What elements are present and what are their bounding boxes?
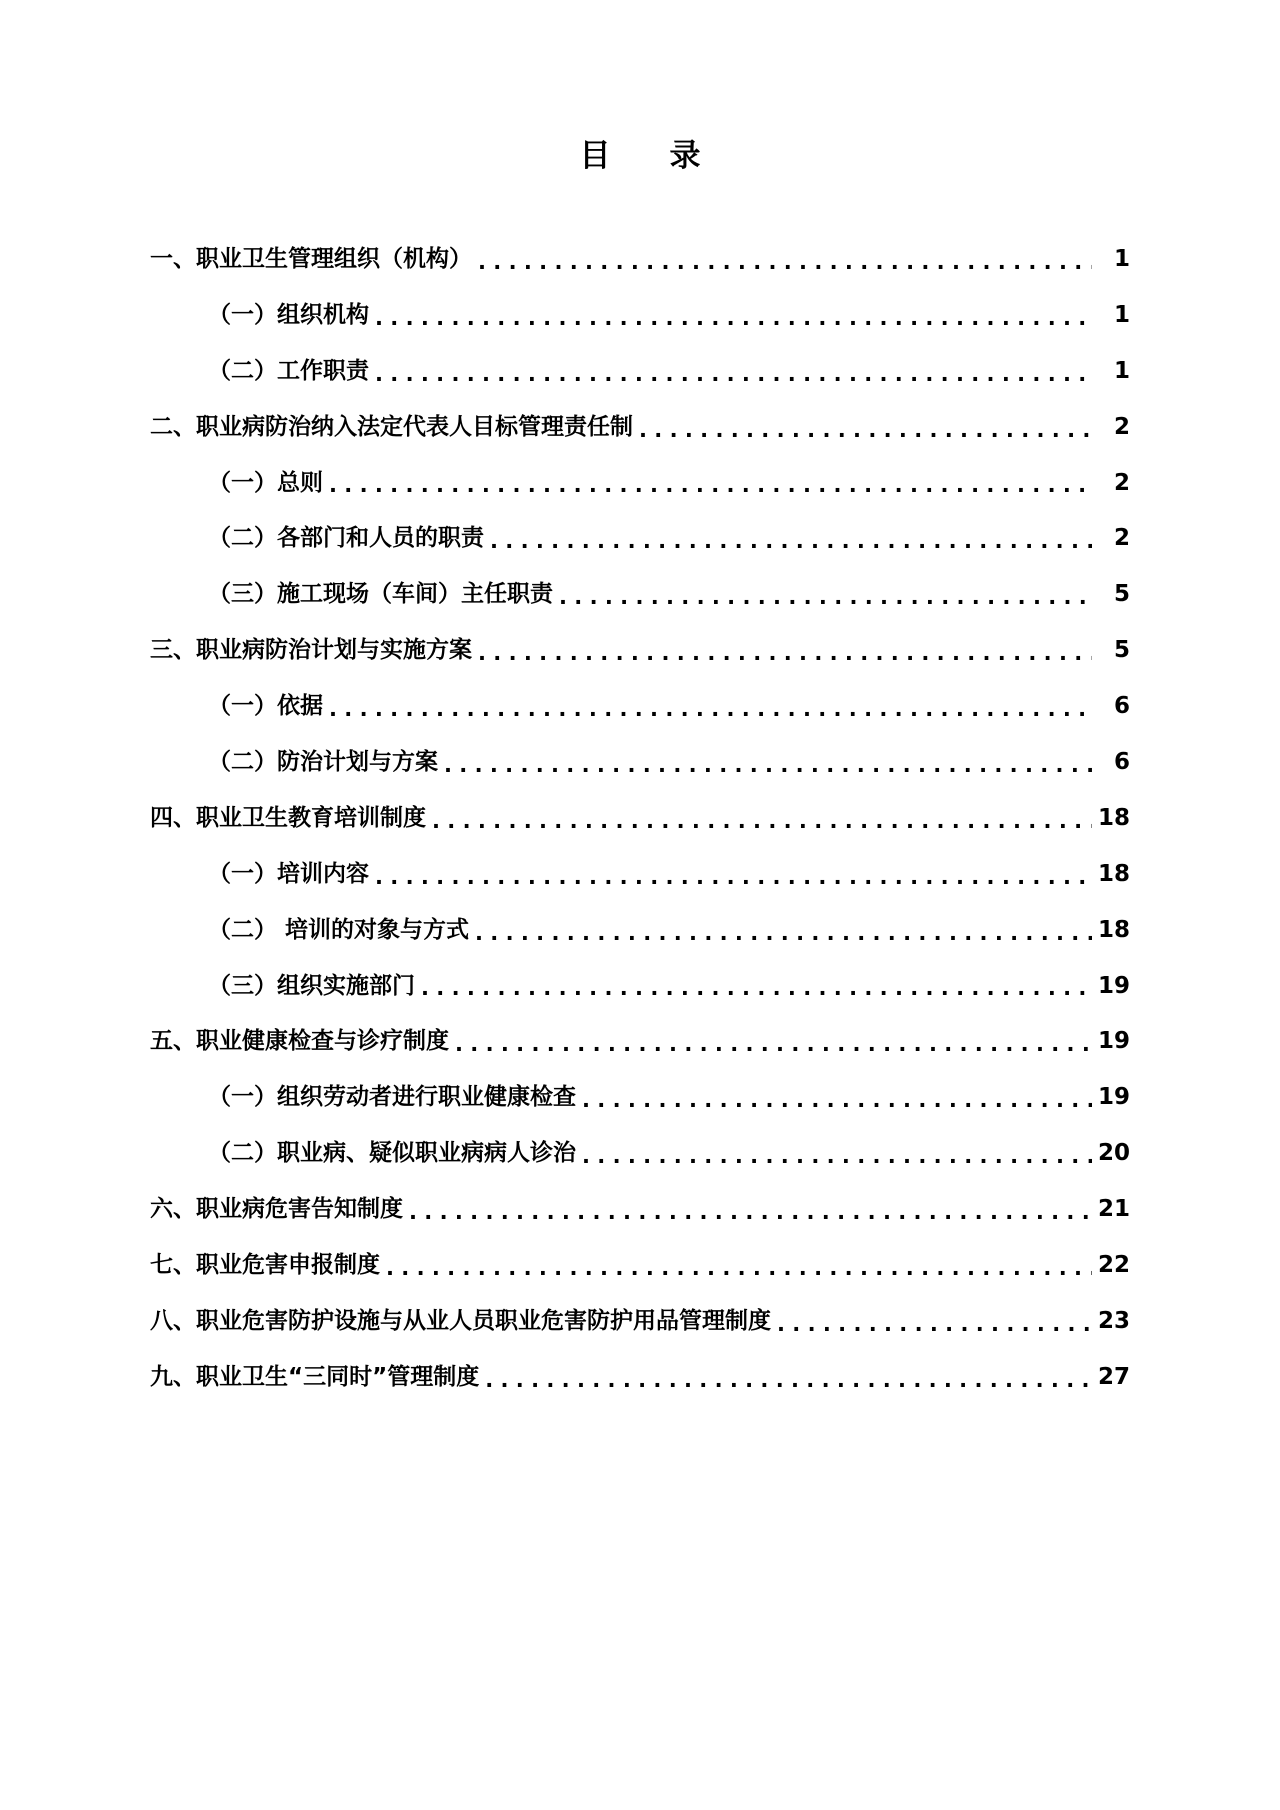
toc-entry[interactable]	[150, 1083, 1130, 1113]
toc-entry-page-number: 2	[1113, 469, 1130, 496]
toc-entry-page-number: 1	[1113, 301, 1130, 328]
toc-entry-label: 七、职业危害申报制度	[150, 1252, 380, 1279]
toc-entry-label: （二）职业病、疑似职业病病人诊治	[208, 1140, 576, 1167]
toc-entry[interactable]	[150, 636, 1130, 666]
toc-entry-page-number: 2	[1113, 413, 1130, 440]
toc-leader-dots	[455, 1032, 1092, 1055]
toc-entry[interactable]	[150, 301, 1130, 331]
toc-leader-dots	[478, 250, 1092, 273]
toc-entry-page-number: 6	[1113, 693, 1130, 720]
toc-entry[interactable]	[150, 1027, 1130, 1057]
toc-entry-label: （一）总则	[208, 469, 323, 496]
toc-entry[interactable]	[150, 357, 1130, 387]
toc-entry-page-number: 1	[1113, 246, 1130, 272]
toc-entry-label: 一、职业卫生管理组织（机构）	[150, 246, 472, 272]
toc-entry-page-number: 22	[1097, 1252, 1130, 1279]
toc-entry-label: 九、职业卫生“三同时”管理制度	[150, 1363, 480, 1390]
toc-entry-label: （二）各部门和人员的职责	[208, 525, 484, 552]
toc-entry[interactable]	[150, 804, 1130, 834]
toc-entry-label: （二） 培训的对象与方式	[208, 916, 470, 943]
toc-entry-page-number: 5	[1113, 581, 1130, 608]
page-title: 目 录	[579, 138, 715, 174]
toc-entry-label: （三）组织实施部门	[208, 972, 415, 999]
toc-leader-dots	[375, 306, 1092, 329]
toc-entry-page-number: 6	[1113, 749, 1130, 776]
toc-leader-dots	[375, 865, 1092, 888]
toc-entry-label: （一）组织机构	[208, 301, 369, 328]
toc-entry-page-number: 19	[1097, 1084, 1130, 1111]
toc-entry-page-number: 5	[1113, 637, 1130, 664]
toc-entry[interactable]	[150, 972, 1130, 1002]
toc-entry-page-number: 19	[1097, 1028, 1130, 1055]
toc-leader-dots	[490, 529, 1092, 552]
toc-leader-dots	[386, 1256, 1092, 1279]
toc-entry[interactable]	[150, 1251, 1130, 1281]
toc-entry-page-number: 23	[1097, 1307, 1130, 1334]
toc-entry-label: 四、职业卫生教育培训制度	[150, 804, 426, 831]
toc-entry[interactable]	[150, 245, 1130, 275]
toc-leader-dots	[421, 976, 1092, 999]
toc-leader-dots	[329, 697, 1092, 720]
toc-leader-dots	[582, 1144, 1092, 1167]
toc-entry-label: （一）培训内容	[208, 860, 369, 887]
toc-entry-page-number: 18	[1097, 804, 1130, 831]
toc-leader-dots	[559, 585, 1092, 608]
toc-entry-label: 五、职业健康检查与诊疗制度	[150, 1028, 449, 1055]
toc-leader-dots	[375, 362, 1092, 385]
toc-entry-label: （一）依据	[208, 693, 323, 720]
toc-entry[interactable]	[150, 748, 1130, 778]
toc-leader-dots	[475, 921, 1092, 944]
toc-leader-dots	[777, 1312, 1092, 1335]
toc-entry-page-number: 20	[1097, 1140, 1130, 1167]
toc-entry[interactable]	[150, 524, 1130, 554]
toc-leader-dots	[485, 1368, 1092, 1391]
table-of-contents	[150, 245, 1130, 1393]
toc-entry-page-number: 21	[1097, 1196, 1130, 1223]
toc-entry-page-number: 19	[1097, 972, 1130, 999]
toc-entry-page-number: 1	[1113, 357, 1130, 384]
toc-entry-page-number: 2	[1113, 525, 1130, 552]
toc-entry-label: （二）工作职责	[208, 357, 369, 384]
toc-leader-dots	[409, 1200, 1092, 1223]
toc-entry[interactable]	[150, 692, 1130, 722]
toc-entry[interactable]	[150, 469, 1130, 499]
toc-leader-dots	[478, 641, 1092, 664]
toc-leader-dots	[582, 1088, 1092, 1111]
toc-entry[interactable]	[150, 1363, 1130, 1393]
toc-entry[interactable]	[150, 1139, 1130, 1169]
toc-entry-label: （一）组织劳动者进行职业健康检查	[208, 1084, 576, 1111]
toc-entry-page-number: 18	[1097, 916, 1130, 943]
toc-entry-label: 八、职业危害防护设施与从业人员职业危害防护用品管理制度	[150, 1307, 771, 1334]
toc-entry-label: （二）防治计划与方案	[208, 749, 438, 776]
toc-entry[interactable]	[150, 413, 1130, 443]
toc-leader-dots	[329, 473, 1092, 496]
toc-leader-dots	[432, 809, 1092, 832]
toc-entry[interactable]	[150, 580, 1130, 610]
toc-entry[interactable]	[150, 1195, 1130, 1225]
toc-entry-page-number: 18	[1097, 860, 1130, 887]
toc-entry-label: 三、职业病防治计划与实施方案	[150, 637, 472, 664]
toc-entry-label: 二、职业病防治纳入法定代表人目标管理责任制	[150, 413, 633, 440]
toc-entry-label: 六、职业病危害告知制度	[150, 1196, 403, 1223]
toc-entry[interactable]	[150, 860, 1130, 890]
toc-leader-dots	[444, 753, 1092, 776]
toc-entry-page-number: 27	[1097, 1363, 1130, 1390]
toc-leader-dots	[639, 418, 1092, 441]
toc-entry[interactable]	[150, 1307, 1130, 1337]
toc-entry-label: （三）施工现场（车间）主任职责	[208, 581, 553, 608]
toc-entry[interactable]	[150, 916, 1130, 946]
